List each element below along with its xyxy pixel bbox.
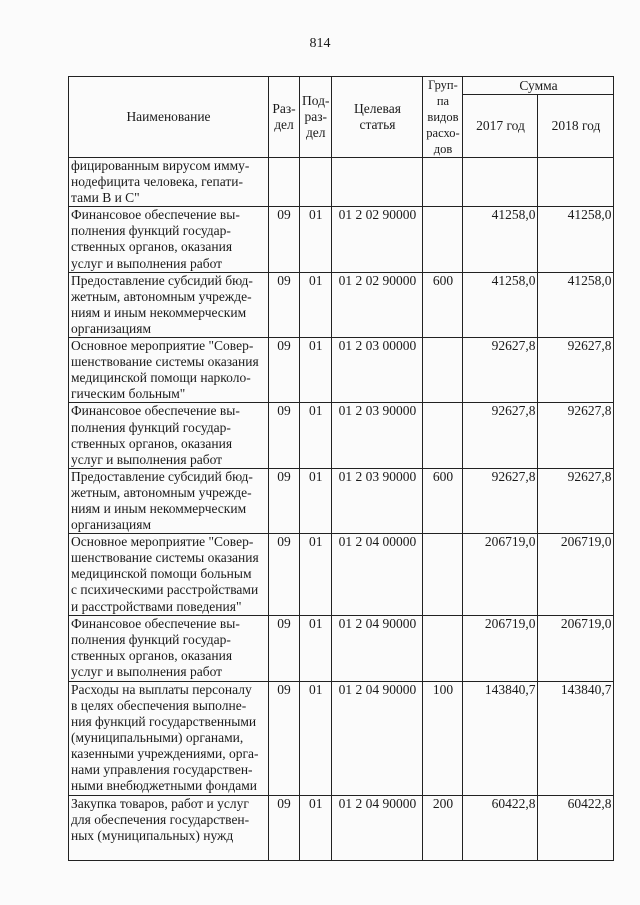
cell-expense-group [423, 616, 463, 681]
table-row [69, 468, 614, 533]
cell-expense-group [423, 338, 463, 403]
cell-subsection: 01 [300, 338, 332, 403]
cell-target-article: 01 2 02 90000 [332, 272, 423, 337]
cell-expense-group: 200 [423, 795, 463, 860]
cell-target-article [332, 158, 423, 207]
header-sum: Сумма [463, 77, 614, 95]
cell-target-article: 01 2 03 90000 [332, 468, 423, 533]
cell-sum-2018: 60422,8 [538, 795, 614, 860]
cell-sum-2017: 92627,8 [463, 338, 538, 403]
cell-sum-2018: 41258,0 [538, 207, 614, 272]
table-row [69, 338, 614, 403]
header-name: Наименование [69, 77, 269, 158]
table-row [69, 795, 614, 860]
header-expense-group: Груп- па видов расхо- дов [423, 77, 463, 158]
cell-name: Основное мероприятие "Совер- шенствование системы оказания медицинской помощи больным с психическими расстройствами и расстройствами поведения" [69, 534, 269, 616]
cell-subsection: 01 [300, 616, 332, 681]
cell-section: 09 [269, 468, 300, 533]
cell-sum-2017: 41258,0 [463, 272, 538, 337]
cell-section: 09 [269, 338, 300, 403]
table-row [69, 681, 614, 795]
cell-name: Финансовое обеспечение вы- полнения функций государ- ственных органов, оказания услуг и выполнения работ [69, 207, 269, 272]
cell-target-article: 01 2 02 90000 [332, 207, 423, 272]
cell-sum-2017: 60422,8 [463, 795, 538, 860]
cell-section: 09 [269, 207, 300, 272]
cell-name: Финансовое обеспечение вы- полнения функций государ- ственных органов, оказания услуг и выполнения работ [69, 403, 269, 468]
cell-expense-group [423, 207, 463, 272]
cell-sum-2018: 206719,0 [538, 616, 614, 681]
cell-subsection: 01 [300, 403, 332, 468]
cell-section: 09 [269, 403, 300, 468]
cell-target-article: 01 2 04 00000 [332, 534, 423, 616]
cell-expense-group [423, 158, 463, 207]
cell-section [269, 158, 300, 207]
cell-name: Финансовое обеспечение вы- полнения функций государ- ственных органов, оказания услуг и выполнения работ [69, 616, 269, 681]
header-year-2017: 2017 год [463, 95, 538, 158]
cell-sum-2018: 206719,0 [538, 534, 614, 616]
table-row [69, 616, 614, 681]
cell-name: Основное мероприятие "Совер- шенствование системы оказания медицинской помощи нарколо- гическим больным" [69, 338, 269, 403]
cell-sum-2018: 92627,8 [538, 403, 614, 468]
cell-target-article: 01 2 04 90000 [332, 795, 423, 860]
header-target-article: Целевая статья [332, 77, 423, 158]
table-row [69, 158, 614, 207]
header-subsection: Под- раз- дел [300, 77, 332, 158]
table-row [69, 403, 614, 468]
cell-sum-2017: 206719,0 [463, 534, 538, 616]
cell-target-article: 01 2 04 90000 [332, 616, 423, 681]
cell-sum-2017: 92627,8 [463, 468, 538, 533]
cell-subsection: 01 [300, 681, 332, 795]
cell-target-article: 01 2 04 90000 [332, 681, 423, 795]
cell-name: Закупка товаров, работ и услуг для обеспечения государствен- ных (муниципальных) нужд [69, 795, 269, 860]
cell-target-article: 01 2 03 00000 [332, 338, 423, 403]
cell-target-article: 01 2 03 90000 [332, 403, 423, 468]
cell-expense-group [423, 403, 463, 468]
cell-sum-2017 [463, 158, 538, 207]
cell-section: 09 [269, 534, 300, 616]
cell-name: Предоставление субсидий бюд- жетным, автономным учрежде- ниям и иным некоммерческим организациям [69, 272, 269, 337]
budget-table [68, 76, 614, 861]
cell-section: 09 [269, 681, 300, 795]
cell-sum-2018: 92627,8 [538, 338, 614, 403]
cell-sum-2018: 143840,7 [538, 681, 614, 795]
cell-expense-group: 600 [423, 468, 463, 533]
cell-section: 09 [269, 616, 300, 681]
cell-section: 09 [269, 795, 300, 860]
cell-name: Предоставление субсидий бюд- жетным, автономным учрежде- ниям и иным некоммерческим организациям [69, 468, 269, 533]
cell-subsection: 01 [300, 468, 332, 533]
table-row [69, 272, 614, 337]
cell-name: Расходы на выплаты персоналу в целях обеспечения выполне- ния функций государственными (муниципальными) органами, казенными учреждениями, орга- нами управления государствен- ными внебюджетными фондами [69, 681, 269, 795]
cell-sum-2017: 206719,0 [463, 616, 538, 681]
cell-expense-group: 100 [423, 681, 463, 795]
page-number: 814 [309, 36, 331, 51]
cell-sum-2018 [538, 158, 614, 207]
cell-subsection: 01 [300, 272, 332, 337]
cell-sum-2018: 92627,8 [538, 468, 614, 533]
cell-name: фицированным вирусом имму- нодефицита человека, гепати- тами В и С" [69, 158, 269, 207]
cell-sum-2017: 41258,0 [463, 207, 538, 272]
cell-subsection [300, 158, 332, 207]
cell-sum-2018: 41258,0 [538, 272, 614, 337]
cell-sum-2017: 143840,7 [463, 681, 538, 795]
header-section: Раз- дел [269, 77, 300, 158]
cell-expense-group: 600 [423, 272, 463, 337]
cell-expense-group [423, 534, 463, 616]
cell-subsection: 01 [300, 534, 332, 616]
cell-section: 09 [269, 272, 300, 337]
header-year-2018: 2018 год [538, 95, 614, 158]
cell-subsection: 01 [300, 207, 332, 272]
cell-subsection: 01 [300, 795, 332, 860]
table-row [69, 207, 614, 272]
cell-sum-2017: 92627,8 [463, 403, 538, 468]
table-row [69, 534, 614, 616]
